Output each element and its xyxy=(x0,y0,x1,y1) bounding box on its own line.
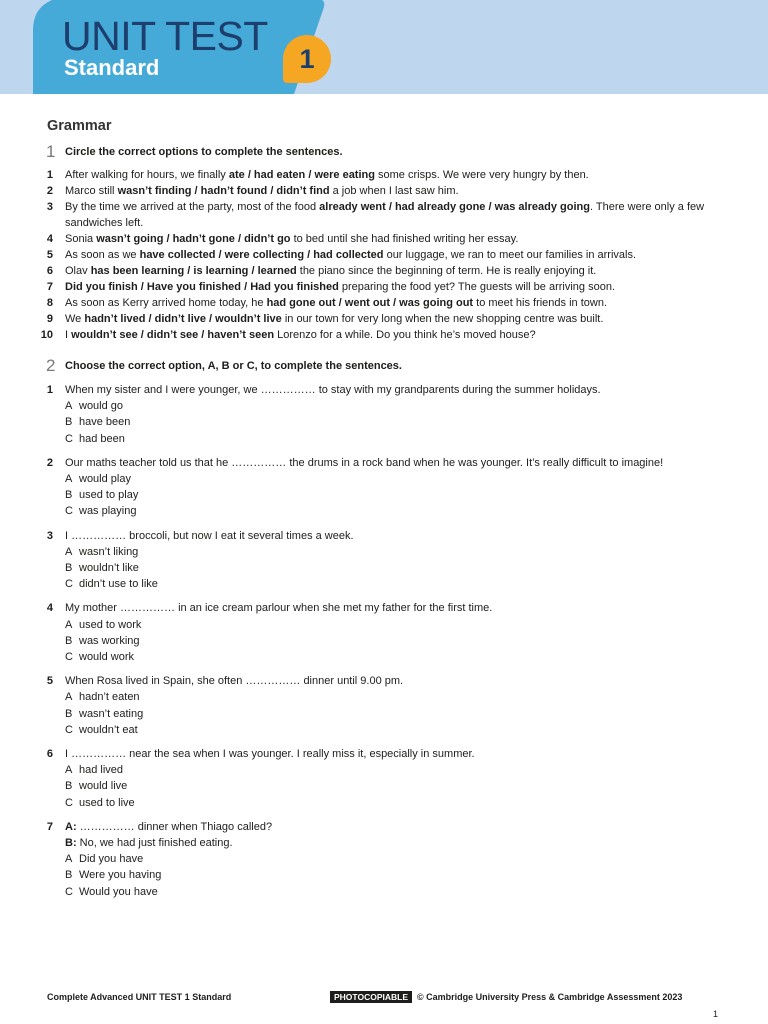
item-number: 7 xyxy=(46,281,53,293)
option-text: used to play xyxy=(79,489,139,502)
task-2 xyxy=(0,356,768,908)
item-number: 7 xyxy=(46,820,53,833)
question-text: I …………… near the sea when I was younger. I really miss it, especially in summer. xyxy=(65,748,475,761)
option-letter: A xyxy=(65,618,73,631)
sentence-text: As soon as we xyxy=(65,249,140,261)
sentence-text: After walking for hours, we finally xyxy=(65,169,229,181)
option-letter: C xyxy=(65,885,73,898)
question-item xyxy=(0,528,768,593)
option-letter: C xyxy=(65,651,73,664)
sentence-text: to meet his friends in town. xyxy=(473,297,608,309)
sentence-item xyxy=(0,183,768,199)
footer-title: Complete Advanced UNIT TEST 1 Standard xyxy=(47,992,232,1002)
question-line xyxy=(65,382,708,398)
item-number: 6 xyxy=(46,265,53,277)
answer-option xyxy=(65,487,708,503)
sentence-text: preparing the food yet? The guests will be arriving soon. xyxy=(338,281,615,293)
option-letter: C xyxy=(65,723,73,736)
answer-option xyxy=(65,617,708,633)
answer-option xyxy=(65,471,708,487)
question-item xyxy=(0,600,768,665)
answer-option xyxy=(65,762,708,778)
answer-options: hadn’t lived / didn’t live / wouldn’t live xyxy=(84,313,282,325)
answer-option xyxy=(65,706,708,722)
sentence-text: . There were only a few sandwiches left. xyxy=(65,201,705,229)
answer-option xyxy=(65,867,708,883)
question-text: Our maths teacher told us that he …………… the drums in a rock band when he was younger. It’s really difficult to imagine! xyxy=(65,456,664,469)
option-text: didn’t use to like xyxy=(79,578,158,591)
sentence-text: in our town for very long when the new shopping centre was built. xyxy=(281,313,604,325)
sentence-item xyxy=(0,327,768,343)
answer-options: has been learning / is learning / learned xyxy=(90,265,297,277)
question-text: My mother …………… in an ice cream parlour when she met my father for the first time. xyxy=(65,602,493,615)
sentence-text: Lorenzo for a while. Do you think he’s moved house? xyxy=(274,329,536,341)
option-text: Did you have xyxy=(79,853,144,866)
sentence-text: Sonia xyxy=(65,233,97,245)
sentence-text: our luggage, we ran to meet our families in arrivals. xyxy=(383,249,637,261)
option-text: would go xyxy=(79,400,124,413)
task-header xyxy=(0,356,768,378)
sentence-text: a job when I last saw him. xyxy=(329,185,459,197)
answer-option xyxy=(65,503,708,519)
question-line xyxy=(65,746,708,762)
answer-options: wasn’t going / hadn’t gone / didn’t go xyxy=(96,233,291,245)
question-item xyxy=(0,455,768,520)
answer-options: ate / had eaten / were eating xyxy=(228,169,375,181)
question-line xyxy=(65,455,708,471)
answer-option xyxy=(65,851,708,867)
option-text: have been xyxy=(79,416,131,429)
question-line xyxy=(65,600,708,616)
option-letter: B xyxy=(65,707,73,720)
sentence-item xyxy=(0,295,768,311)
footer-copyright xyxy=(330,991,682,1003)
option-letter: A xyxy=(65,691,73,704)
sentence-item xyxy=(0,167,768,183)
item-number: 10 xyxy=(40,329,53,341)
sentence-item xyxy=(0,231,768,247)
option-text: used to work xyxy=(79,618,142,631)
question-text: No, we had just finished eating. xyxy=(79,837,233,850)
question-item xyxy=(0,382,768,447)
question-text: …………… dinner when Thiago called? xyxy=(79,820,273,833)
item-number: 4 xyxy=(46,233,53,245)
item-number: 5 xyxy=(46,249,53,261)
answer-option xyxy=(65,795,708,811)
photocopiable-badge: PHOTOCOPIABLE xyxy=(330,991,412,1003)
question-line xyxy=(65,673,708,689)
unit-number-badge: 1 xyxy=(283,35,331,83)
item-number: 5 xyxy=(46,675,53,688)
option-letter: A xyxy=(65,400,73,413)
option-letter: B xyxy=(65,416,73,429)
sentence-item xyxy=(0,263,768,279)
question-item xyxy=(0,746,768,811)
sentence-list xyxy=(0,167,768,343)
answer-option xyxy=(65,431,708,447)
question-item xyxy=(0,673,768,738)
option-text: Were you having xyxy=(79,869,162,882)
option-text: had lived xyxy=(79,764,124,777)
sentence-text: Marco still xyxy=(65,185,118,197)
answer-option xyxy=(65,649,708,665)
sentence-item xyxy=(0,311,768,327)
item-number: 4 xyxy=(46,602,53,615)
question-text: I …………… broccoli, but now I eat it several times a week. xyxy=(65,529,354,542)
answer-option xyxy=(65,544,708,560)
option-letter: A xyxy=(65,853,73,866)
answer-options: Did you finish / Have you finished / Had you finished xyxy=(65,281,339,293)
task-number: 1 xyxy=(46,142,56,161)
option-letter: B xyxy=(65,869,73,882)
option-text: wouldn’t like xyxy=(79,562,139,575)
option-text: had been xyxy=(79,432,125,445)
answer-option xyxy=(65,689,708,705)
answer-options: have collected / were collecting / had collected xyxy=(139,249,384,261)
item-number: 6 xyxy=(46,748,53,761)
question-text: When Rosa lived in Spain, she often …………… dinner until 9.00 pm. xyxy=(65,675,404,688)
option-text: was working xyxy=(79,634,140,647)
option-text: hadn’t eaten xyxy=(79,691,140,704)
answer-option xyxy=(65,414,708,430)
question-line xyxy=(65,835,708,851)
task-instruction: Circle the correct options to complete the sentences. xyxy=(65,146,343,158)
answer-options: wasn’t finding / hadn’t found / didn’t find xyxy=(117,185,330,197)
task-number: 2 xyxy=(46,356,56,375)
answer-option xyxy=(65,398,708,414)
item-number: 2 xyxy=(46,185,53,197)
option-text: would work xyxy=(79,651,135,664)
sentence-text: the piano since the beginning of term. He is really enjoying it. xyxy=(296,265,597,277)
copyright-text: © Cambridge University Press & Cambridge Assessment 2023 xyxy=(417,992,683,1002)
sentence-item xyxy=(0,199,768,231)
page-subtitle: Standard xyxy=(64,55,160,80)
option-letter: C xyxy=(65,505,73,518)
option-letter: B xyxy=(65,634,73,647)
answer-options: wouldn’t see / didn’t see / haven’t seen xyxy=(71,329,275,341)
sentence-text: We xyxy=(65,313,85,325)
option-letter: C xyxy=(65,796,73,809)
question-line xyxy=(65,819,708,835)
question-list xyxy=(0,382,768,900)
item-number: 8 xyxy=(46,297,53,309)
section-title: Grammar xyxy=(47,118,112,134)
sentence-text: As soon as Kerry arrived home today, he xyxy=(65,297,267,309)
task-1 xyxy=(0,142,768,343)
question-line xyxy=(65,528,708,544)
answer-option xyxy=(65,778,708,794)
option-text: was playing xyxy=(79,505,137,518)
option-text: Would you have xyxy=(79,885,158,898)
option-letter: C xyxy=(65,432,73,445)
option-text: would play xyxy=(79,473,131,486)
option-letter: A xyxy=(65,545,73,558)
option-letter: A xyxy=(65,764,73,777)
item-number: 2 xyxy=(46,456,53,469)
item-number: 1 xyxy=(46,169,53,181)
option-letter: B xyxy=(65,780,73,793)
speaker-label: B: xyxy=(65,837,77,850)
item-number: 3 xyxy=(46,529,53,542)
option-text: would live xyxy=(79,780,128,793)
answer-option xyxy=(65,884,708,900)
sentence-text: I xyxy=(65,329,72,341)
option-text: used to live xyxy=(79,796,135,809)
page-number: 1 xyxy=(713,1009,719,1019)
option-letter: A xyxy=(65,473,73,486)
answer-options: had gone out / went out / was going out xyxy=(266,297,474,309)
option-letter: C xyxy=(65,578,73,591)
question-item xyxy=(0,819,768,900)
sentence-text: By the time we arrived at the party, most of the food xyxy=(65,201,320,213)
answer-options: already went / had already gone / was already going xyxy=(319,201,590,213)
question-text: When my sister and I were younger, we …………… to stay with my grandparents during the summer holidays. xyxy=(65,384,601,396)
sentence-item xyxy=(0,247,768,263)
sentence-text: Olav xyxy=(65,265,91,277)
answer-option xyxy=(65,560,708,576)
task-instruction: Choose the correct option, A, B or C, to complete the sentences. xyxy=(65,360,402,372)
option-text: wasn’t liking xyxy=(79,545,139,558)
answer-option xyxy=(65,633,708,649)
answer-option xyxy=(65,576,708,592)
speaker-label: A: xyxy=(65,820,77,833)
task-header xyxy=(0,142,768,164)
option-letter: B xyxy=(65,562,73,575)
sentence-text: some crisps. We were very hungry by then. xyxy=(374,169,589,181)
item-number: 9 xyxy=(46,313,53,325)
answer-option xyxy=(65,722,708,738)
option-text: wasn’t eating xyxy=(79,707,144,720)
page-title: UNIT TEST xyxy=(62,13,268,59)
item-number: 3 xyxy=(46,201,53,213)
sentence-item xyxy=(0,279,768,295)
sentence-text: to bed until she had finished writing her essay. xyxy=(290,233,519,245)
option-letter: B xyxy=(65,489,73,502)
item-number: 1 xyxy=(46,384,53,396)
option-text: wouldn’t eat xyxy=(79,723,138,736)
